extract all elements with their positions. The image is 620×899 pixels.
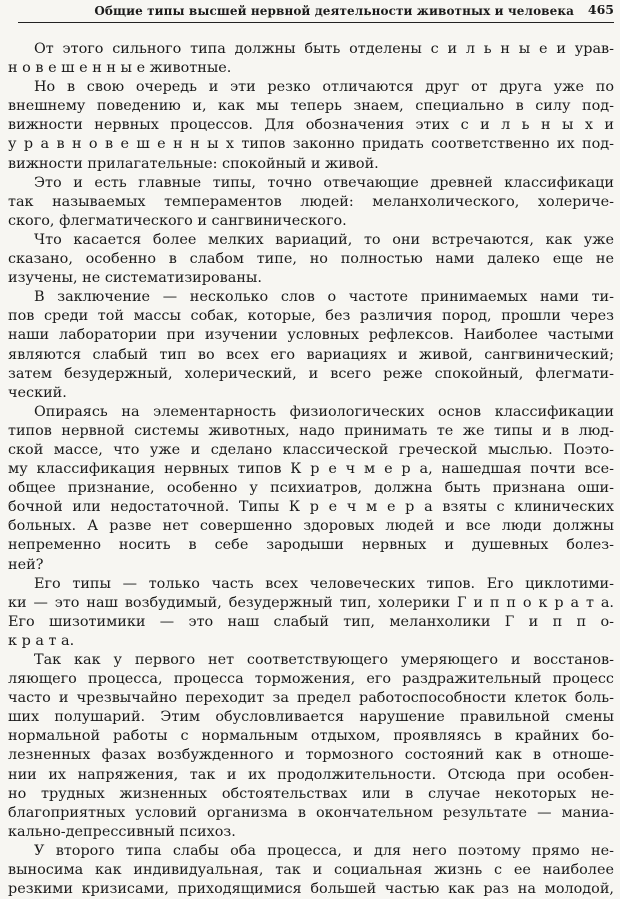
text-line: бочной или недостаточной. Типы К р е ч м е р а взяты с клинических <box>8 499 614 516</box>
text-line: ней? <box>8 556 44 573</box>
header-rule <box>18 22 614 23</box>
text-line: ки — это наш возбудимый, безудержный тип, холерики Г и п п о к р а т а. <box>8 594 614 611</box>
running-header <box>18 0 614 22</box>
page-number: 465 <box>587 2 614 17</box>
text-line: Что касается более мелких вариаций, то они встречаются, как уже <box>34 231 614 248</box>
text-line: у р а в н о в е ш е н н ы х типов законно придать соответственно их под- <box>8 136 614 153</box>
text-line: ческий. <box>8 384 67 401</box>
text-line: больных. А разве нет совершенно здоровых людей и все люди должны <box>8 518 614 535</box>
text-line: н о в е ш е н н ы е животные. <box>8 60 232 77</box>
text-line: ляющего процесса, процесса торможения, его раздражительный процесс <box>8 671 614 688</box>
text-line: От этого сильного типа должны быть отделены с и л ь н ы е и урав- <box>34 41 614 57</box>
text-line: непременно носить в себе зародыши нервных и душевных болез- <box>8 537 614 554</box>
text-line: Его шизотимики — это наш слабый тип, меланхолики Г и п п о- <box>8 613 614 630</box>
text-line: затем безудержный, холерический, и всего реже спокойный, флегмати- <box>8 365 614 382</box>
text-line: Его типы — только часть всех человеческих типов. Его циклотими- <box>34 575 614 592</box>
text-line: так называемых темпераментов людей: меланхолического, холериче- <box>8 193 614 210</box>
text-line: благоприятных условий организма в окончательном результате — маниа- <box>8 804 614 821</box>
text-line: Опираясь на элементарность физиологических основ классификации <box>34 403 614 420</box>
text-line: часто и чрезвычайно переходит за предел работоспособности клеток боль- <box>8 690 614 707</box>
text-line: нормальной работы с нормальным отдыхом, проявляясь в крайних бо- <box>8 728 614 745</box>
text-line: Так как у первого нет соответствующего умеряющего и восстанов- <box>34 652 614 668</box>
text-line: выносима как индивидуальная, так и социальная жизнь с ее наиболее <box>8 862 614 879</box>
text-line: ского, флегматического и сангвинического. <box>8 212 347 229</box>
text-line: внешнему поведению и, как мы теперь знаем, специально в силу под- <box>8 98 614 115</box>
text-line: вижности прилагательные: спокойный и живой. <box>8 155 379 172</box>
text-line: Но в свою очередь и эти резко отличаются друг от друга уже по <box>34 79 614 96</box>
text-line: но трудных жизненных обстоятельствах или в случае некоторых не- <box>8 785 614 802</box>
body-text <box>8 40 614 899</box>
running-title: Общие типы высшей нервной деятельности животных и человека <box>94 4 574 18</box>
text-line: У второго типа слабы оба процесса, и для него поэтому прямо не- <box>34 842 614 859</box>
text-line: Это и есть главные типы, точно отвечающие древней классификаци <box>34 174 614 191</box>
text-line: к р а т а. <box>8 632 75 649</box>
text-line: являются слабый тип во всех его вариациях и живой, сангвинический; <box>8 346 614 363</box>
text-line: лезненных фазах возбужденного и тормозного состояний как в отноше- <box>8 747 614 764</box>
text-line: ской массе, что уже и сделано классической греческой мыслью. Поэто- <box>8 441 614 458</box>
text-line: типов нервной системы животных, надо принимать те же типы и в люд- <box>8 422 614 439</box>
text-line: кально-депрессивный психоз. <box>8 823 236 840</box>
text-line: му классификация нервных типов К р е ч м е р а, нашедшая почти все- <box>8 461 614 478</box>
text-line: наши лаборатории при изучении условных рефлексов. Наиболее частыми <box>8 327 614 344</box>
text-line: пов среди той массы собак, которые, без различия пород, прошли через <box>8 308 614 325</box>
text-line: В заключение — несколько слов о частоте принимаемых нами ти- <box>34 289 614 306</box>
text-line: ших полушарий. Этим обусловливается нарушение правильной смены <box>8 709 614 726</box>
text-line: изучены, не систематизированы. <box>8 270 262 287</box>
text-line: вижности нервных процессов. Для обозначения этих с и л ь н ы х и <box>8 117 614 134</box>
text-line: общее признание, особенно у психиатров, должна быть признана оши- <box>8 480 614 497</box>
text-line: резкими кризисами, приходящимися большей частью как раз на молодой, <box>8 881 614 898</box>
text-line: нии их напряжения, так и их продолжительности. Отсюда при особен- <box>8 766 614 783</box>
text-line: сказано, особенно в слабом типе, но полностью нами далеко еще не <box>8 251 614 268</box>
